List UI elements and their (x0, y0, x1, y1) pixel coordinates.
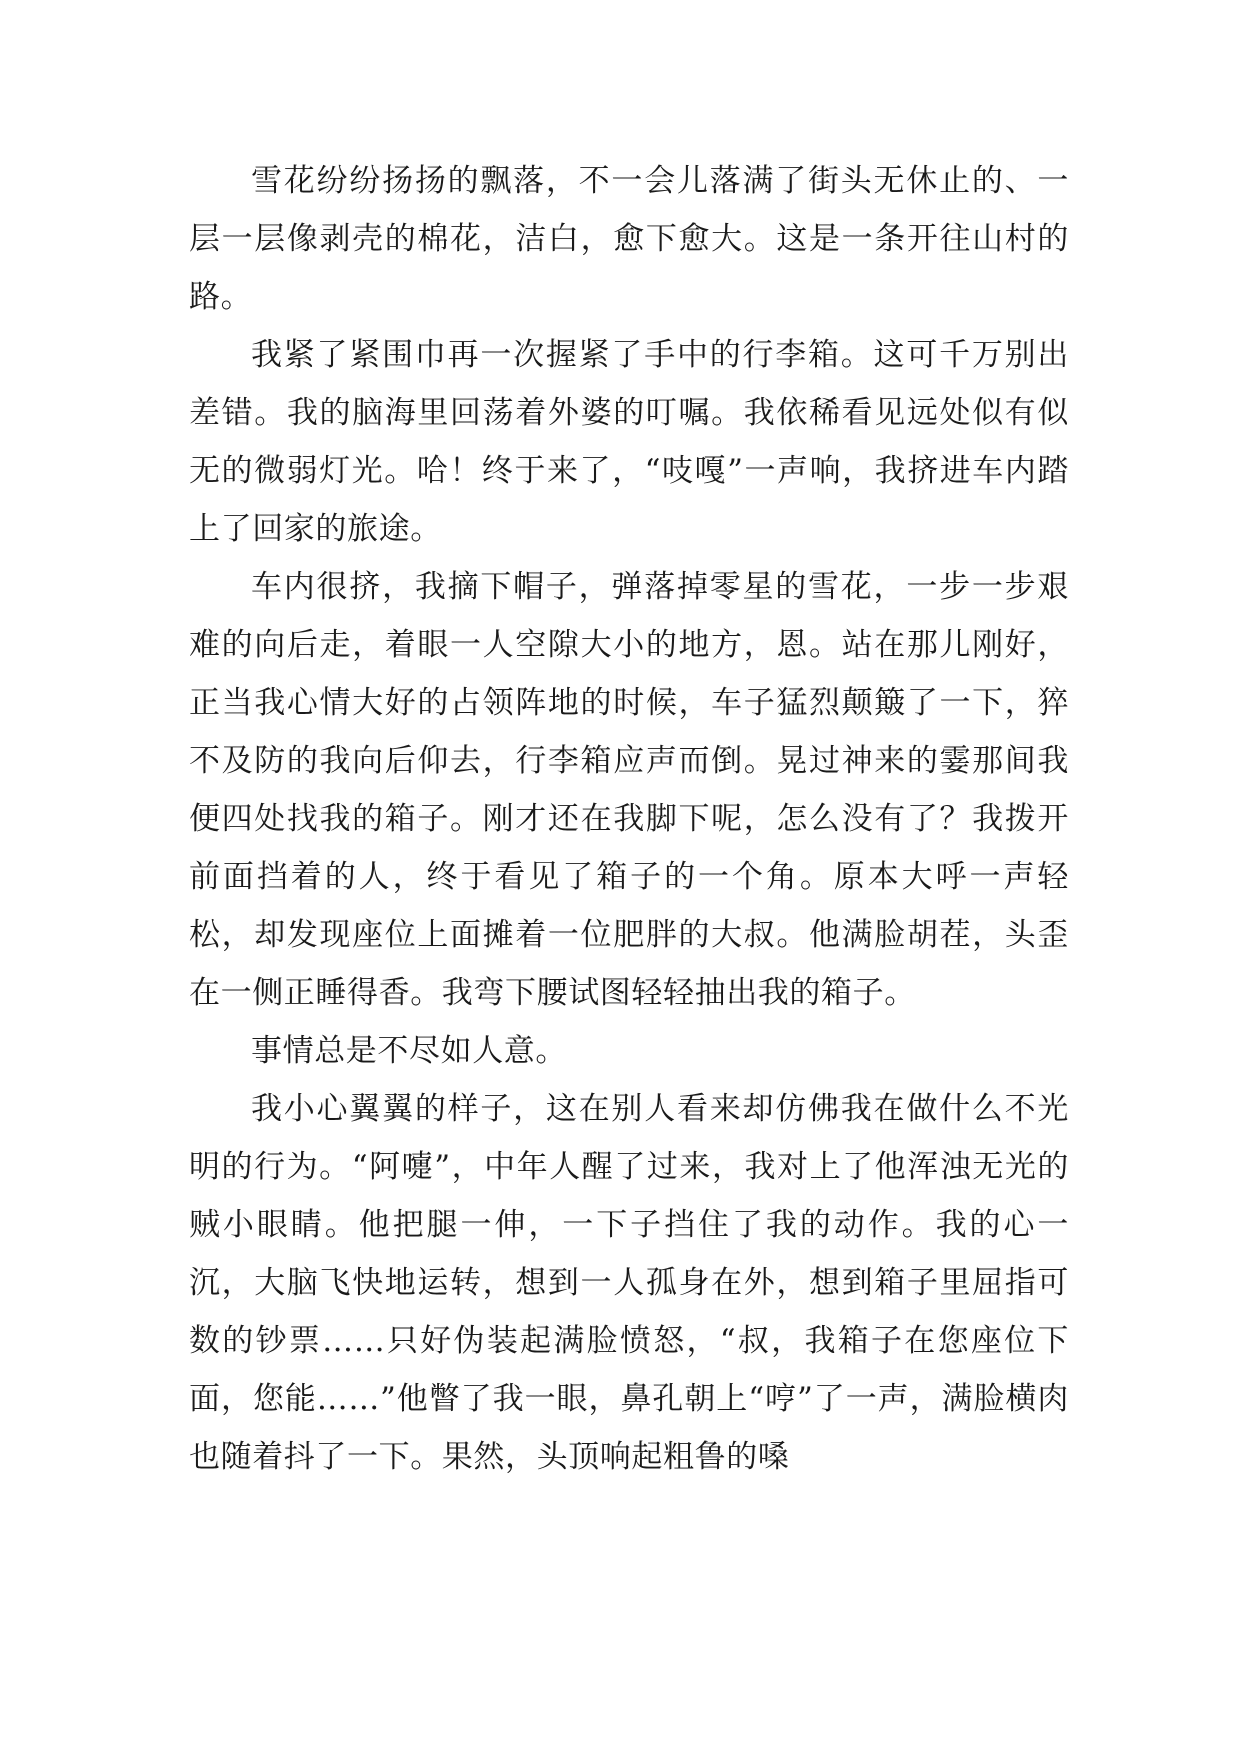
text-line: 一声，满脸横肉也随着抖了一下。果然，头顶响起粗鲁的嗓 (189, 1381, 1069, 1475)
paragraph (189, 1080, 1069, 1486)
paragraph (189, 152, 1069, 326)
paragraph (189, 326, 1069, 558)
text-line: 心一沉，大脑飞快地运转，想到一人孤身在外，想到箱子里 (189, 1207, 1069, 1301)
text-line: 出差错。我的脑海里回荡着外婆的叮嘱。我依稀看见远处似 (189, 337, 1069, 431)
paragraph (189, 558, 1069, 1022)
text-line: 光明的行为。“阿嚏”，中年人醒了过来，我对上了他浑浊无 (189, 1091, 1069, 1185)
text-line: 我紧了紧围巾再一次握紧了手中的行李箱。这可千万别 (251, 337, 1038, 373)
text-line: 脸胡茬，头歪在一侧正睡得香。我弯下腰试图轻轻抽出我的 (189, 917, 1069, 1011)
text-line: 好，正当我心情大好的占领阵地的时候，车子猛烈颠簸了一 (189, 627, 1069, 721)
paragraph (189, 1022, 1069, 1080)
text-line: 光的贼小眼睛。他把腿一伸，一下子挡住了我的动作。我的 (189, 1149, 1070, 1243)
text-line: 箱子。 (821, 975, 916, 1011)
text-line: 下，猝不及防的我向后仰去，行李箱应声而倒。晃过神来的 (189, 685, 1069, 779)
text-line: 雪花纷纷扬扬的飘落，不一会儿落满了街头无休止的、 (251, 163, 1038, 199)
text-line: 了？我拨开前面挡着的人，终于看见了箱子的一个角。原本 (189, 801, 1069, 895)
text-line: 我小心翼翼的样子，这在别人看来却仿佛我在做什么不 (251, 1091, 1038, 1127)
text-line: 屈指可数的钞票……只好伪装起满脸愤怒，“叔，我箱子在 (189, 1265, 1069, 1359)
text-line: 进车内踏上了回家的旅途。 (189, 453, 1069, 547)
text-line: 有似无的微弱灯光。哈！终于来了，“吱嘎”一声响，我挤 (189, 395, 1069, 489)
text-line: 事情总是不尽如人意。 (251, 1033, 567, 1069)
text-line: 您座位下面，您能……”他瞥了我一眼，鼻孔朝上“哼”了 (189, 1323, 1069, 1417)
text-line: 霎那间我便四处找我的箱子。刚才还在我脚下呢，怎么没有 (189, 743, 1069, 837)
document-body (189, 152, 1069, 1486)
text-line: 村的路。 (189, 221, 1069, 315)
text-line: 车内很挤，我摘下帽子，弹落掉零星的雪花，一步一步 (251, 569, 1038, 605)
text-line: 大呼一声轻松，却发现座位上面摊着一位肥胖的大叔。他满 (189, 859, 1069, 953)
text-line: 艰难的向后走，着眼一人空隙大小的地方，恩。站在那儿刚 (189, 569, 1069, 663)
text-line: 一层一层像剥壳的棉花，洁白，愈下愈大。这是一条开往山 (189, 163, 1069, 257)
